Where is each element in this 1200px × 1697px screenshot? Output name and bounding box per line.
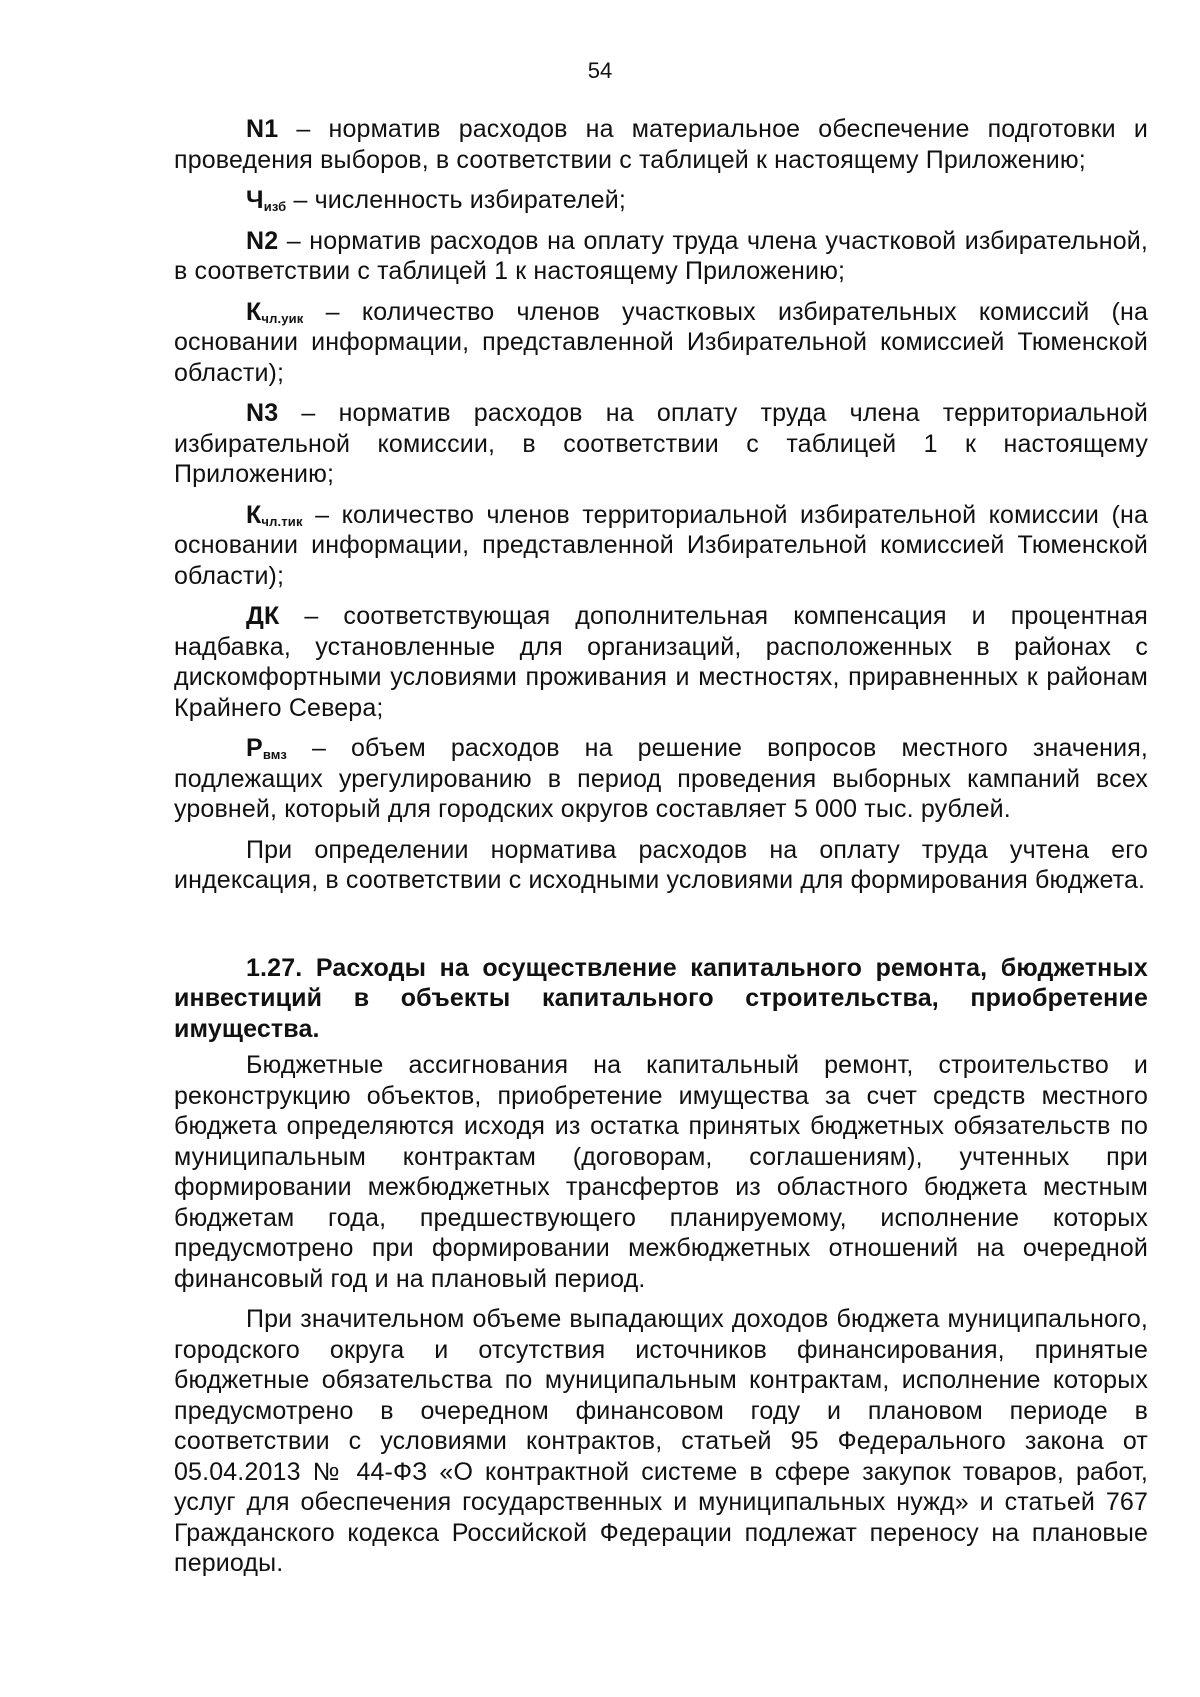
definition-subscript: вмз xyxy=(262,747,288,762)
definition-term: Ч xyxy=(246,186,264,214)
definition-text: – численность избирателей; xyxy=(286,186,626,214)
section-title: Расходы на осуществление капитального ремонта, бюджетных инвестиций в объекты капитального строительства, приобретение имущества. xyxy=(174,953,1148,1043)
definition-term: N2 xyxy=(246,226,279,255)
definition-term: N3 xyxy=(246,399,279,427)
definition-n3 xyxy=(174,398,1148,490)
section-number: 1.27. xyxy=(246,953,303,982)
definition-text: – норматив расходов на материальное обеспечение подготовки и проведения выборов, в соответствии с таблицей к настоящему Приложению; xyxy=(174,115,1148,174)
definition-k-uik xyxy=(174,297,1148,389)
definition-n2 xyxy=(174,226,1148,287)
definition-term: ДК xyxy=(246,602,280,630)
definition-text: – норматив расходов на оплату труда члена территориальной избирательной комиссии, в соответствии с таблицей 1 к настоящему Приложению; xyxy=(174,399,1148,488)
definition-k-tik xyxy=(174,500,1148,592)
definition-term: К xyxy=(246,500,262,529)
definition-n1 xyxy=(174,114,1148,175)
definition-term: Р xyxy=(246,734,263,762)
definition-text: – объем расходов на решение вопросов местного значения, подлежащих урегулированию в период проведения выборных кампаний всех уровней, который для городских округов составляет 5 000 тыс. рублей. xyxy=(174,734,1148,823)
page-content xyxy=(174,114,1148,1589)
definition-subscript: чл.тик xyxy=(261,513,303,529)
definition-text: – норматив расходов на оплату труда члена участковой избирательной, в соответствии с таблицей 1 к настоящему Приложению; xyxy=(174,226,1148,285)
definition-term: N1 xyxy=(246,115,279,143)
definition-term: К xyxy=(246,297,262,326)
definition-subscript: изб xyxy=(263,199,287,214)
indexation-note: При определении норматива расходов на оплату труда учтена его индексация, в соответствии с исходными условиями для формирования бюджета. xyxy=(174,835,1148,894)
definition-text: – количество членов участковых избирательных комиссий (на основании информации, представленной Избирательной комиссией Тюменской области); xyxy=(174,297,1148,387)
page-number: 54 xyxy=(587,58,613,83)
definition-subscript: чл.уик xyxy=(261,310,304,326)
section-heading xyxy=(174,953,1148,1045)
section-paragraph: Бюджетные ассигнования на капитальный ремонт, строительство и реконструкцию объектов, приобретение имущества за счет средств местного бюджета определяются исходя из остатка принятых бюджетных обязательств по муниципальным контрактам (договорам, соглашениям), учтенных при формировании межбюджетных трансфертов из областного бюджета местным бюджетам года, предшествующего планируемому, исполнение которых предусмотрено при формировании межбюджетных отношений на очередной финансовый год и на плановый период. xyxy=(174,1051,1148,1293)
definition-text: – соответствующая дополнительная компенсация и процентная надбавка, установленные для организаций, расположенных в районах с дискомфортными условиями проживания и местностях, приравненных к районам Крайнего Севера; xyxy=(174,602,1148,722)
definition-text: – количество членов территориальной избирательной комиссии (на основании информации, представленной Избирательной комиссией Тюменской области); xyxy=(174,500,1148,590)
definition-r-vmz xyxy=(174,733,1148,825)
definition-dk xyxy=(174,601,1148,723)
definition-voters xyxy=(174,185,1148,216)
section-paragraph: При значительном объеме выпадающих доходов бюджета муниципального, городского округа и отсутствия источников финансирования, принятые бюджетные обязательства по муниципальным контрактам, исполнение которых предусмотрено в очередном финансовом году и плановом периоде в соответствии с условиями контрактов, статьей 95 Федерального закона от 05.04.2013 № 44-ФЗ «О контрактной системе в сфере закупок товаров, работ, услуг для обеспечения государственных и муниципальных нужд» и статьей 767 Гражданского кодекса Российской Федерации подлежат переносу на плановые периоды. xyxy=(174,1305,1148,1577)
